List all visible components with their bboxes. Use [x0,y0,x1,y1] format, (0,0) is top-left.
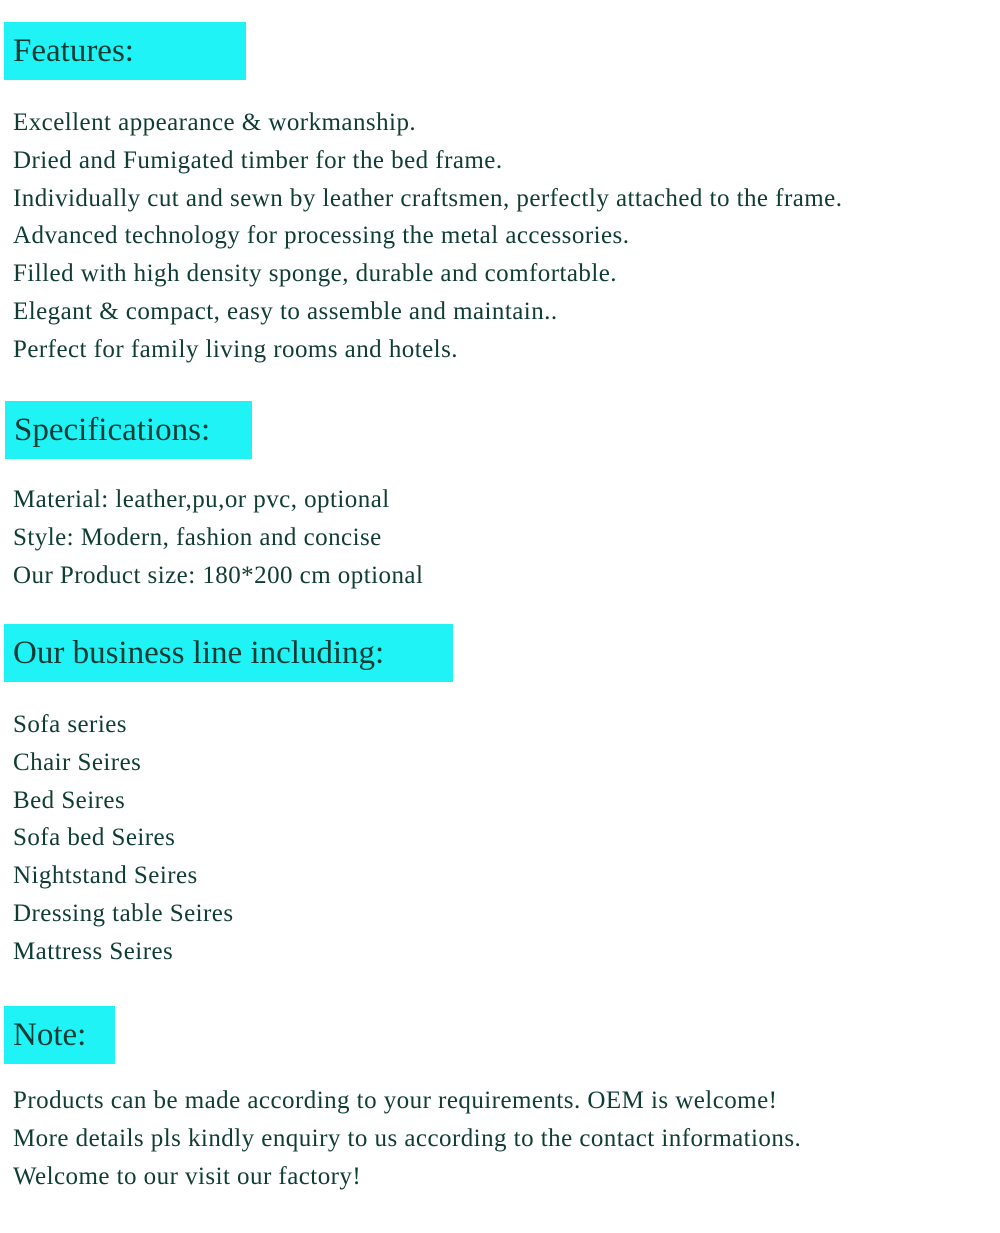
note-item: Products can be made according to your requirements. OEM is welcome! [13,1087,778,1114]
features-item: Perfect for family living rooms and hotels. [13,335,458,363]
note-list [13,1082,801,1195]
features-item: Dried and Fumigated timber for the bed frame. [13,146,503,174]
note-heading: Note: [4,1006,115,1064]
business-line-item: Chair Seires [13,748,142,776]
business-line-item: Mattress Seires [13,937,174,965]
specifications-item: Material: leather,pu,or pvc, optional [13,486,390,513]
specifications-heading: Specifications: [5,401,252,459]
business-line-heading: Our business line including: [4,624,453,682]
features-item: Elegant & compact, easy to assemble and maintain.. [13,297,558,325]
features-item: Individually cut and sewn by leather craftsmen, perfectly attached to the frame. [13,184,843,212]
business-line-item: Nightstand Seires [13,862,198,890]
specifications-item: Style: Modern, fashion and concise [13,523,382,551]
features-item: Excellent appearance & workmanship. [13,109,417,136]
business-line-item: Bed Seires [13,786,126,814]
features-list [13,104,842,369]
note-item: Welcome to our visit our factory! [13,1162,362,1190]
business-line-list [13,706,234,971]
business-line-item: Dressing table Seires [13,899,234,927]
specifications-item: Our Product size: 180*200 cm optional [13,561,424,589]
specifications-list [13,481,423,594]
features-item: Advanced technology for processing the metal accessories. [13,222,630,250]
note-item: More details pls kindly enquiry to us according to the contact informations. [13,1124,802,1152]
features-heading: Features: [4,22,246,80]
business-line-item: Sofa bed Seires [13,824,176,852]
features-item: Filled with high density sponge, durable and comfortable. [13,260,618,288]
business-line-item: Sofa series [13,711,127,738]
